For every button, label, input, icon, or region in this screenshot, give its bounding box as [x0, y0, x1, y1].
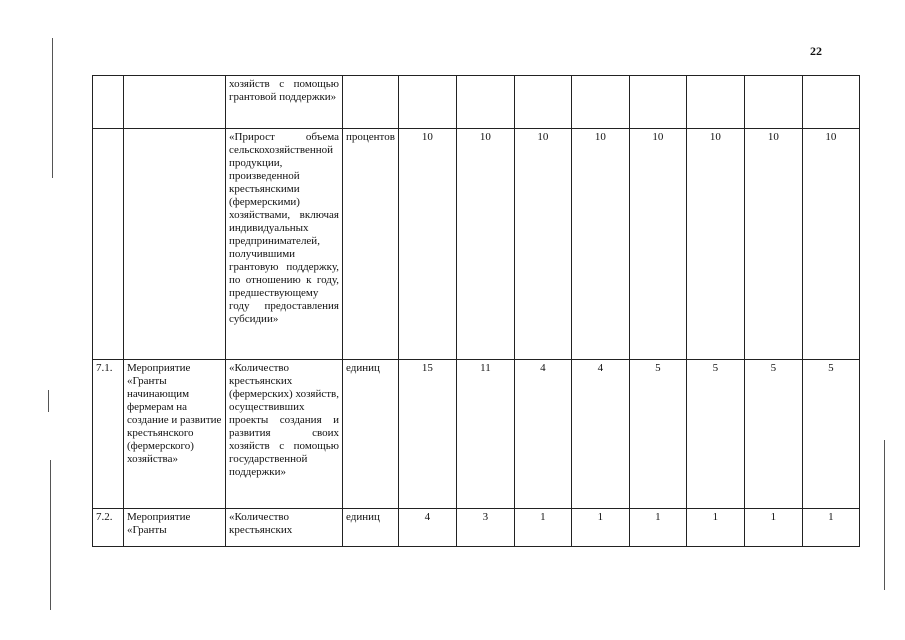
value-cell: 1 [514, 509, 571, 547]
value-cell [629, 76, 686, 129]
value-cell [744, 76, 802, 129]
value-cell: 1 [744, 509, 802, 547]
value-cell [398, 76, 456, 129]
indicator-cell: хозяйств с помощью грантовой поддержки» [226, 76, 343, 129]
value-cell: 15 [398, 360, 456, 509]
row-number-cell [93, 129, 124, 360]
value-cell: 5 [629, 360, 686, 509]
unit-cell: процентов [343, 129, 399, 360]
value-cell: 5 [744, 360, 802, 509]
value-cell: 10 [802, 129, 859, 360]
value-cell: 5 [686, 360, 744, 509]
table-row [93, 129, 860, 360]
event-cell: Мероприятие «Гранты [124, 509, 226, 547]
scan-edge-line [884, 440, 885, 590]
event-cell [124, 76, 226, 129]
event-cell: Мероприятие «Гранты начинающим фермерам на создание и развитие крестьянского (фермерского) хозяйства» [124, 360, 226, 509]
value-cell: 11 [456, 360, 514, 509]
page-number: 22 [810, 44, 822, 58]
value-cell: 10 [744, 129, 802, 360]
value-cell: 10 [686, 129, 744, 360]
value-cell [456, 76, 514, 129]
row-number-cell [93, 76, 124, 129]
value-cell: 10 [514, 129, 571, 360]
value-cell: 1 [802, 509, 859, 547]
indicators-table [92, 75, 860, 547]
event-cell [124, 129, 226, 360]
value-cell: 1 [571, 509, 629, 547]
value-cell: 1 [686, 509, 744, 547]
value-cell: 5 [802, 360, 859, 509]
indicator-cell: «Прирост объема сельскохозяйственной продукции, произведенной крестьянскими (фермерскими) хозяйствами, включая индивидуальных предпринимателей, получившими грантовую поддержку, по отношению к году, предшествующему году предоставления субсидии» [226, 129, 343, 360]
indicator-cell: «Количество крестьянских [226, 509, 343, 547]
value-cell [802, 76, 859, 129]
unit-cell [343, 76, 399, 129]
row-number-cell: 7.2. [93, 509, 124, 547]
value-cell: 10 [456, 129, 514, 360]
value-cell [571, 76, 629, 129]
table-row [93, 360, 860, 509]
value-cell: 10 [629, 129, 686, 360]
value-cell: 3 [456, 509, 514, 547]
value-cell [514, 76, 571, 129]
value-cell: 4 [514, 360, 571, 509]
table-row [93, 509, 860, 547]
table-row [93, 76, 860, 129]
scan-edge-line [52, 38, 53, 178]
scan-edge-line [48, 390, 49, 412]
scan-edge-line [50, 460, 51, 610]
indicator-cell: «Количество крестьянских (фермерских) хозяйств, осуществивших проекты создания и развития своих хозяйств с помощью государственной поддержки» [226, 360, 343, 509]
row-number-cell: 7.1. [93, 360, 124, 509]
unit-cell: единиц [343, 360, 399, 509]
value-cell: 10 [571, 129, 629, 360]
value-cell [686, 76, 744, 129]
value-cell: 4 [571, 360, 629, 509]
value-cell: 10 [398, 129, 456, 360]
unit-cell: единиц [343, 509, 399, 547]
value-cell: 4 [398, 509, 456, 547]
value-cell: 1 [629, 509, 686, 547]
